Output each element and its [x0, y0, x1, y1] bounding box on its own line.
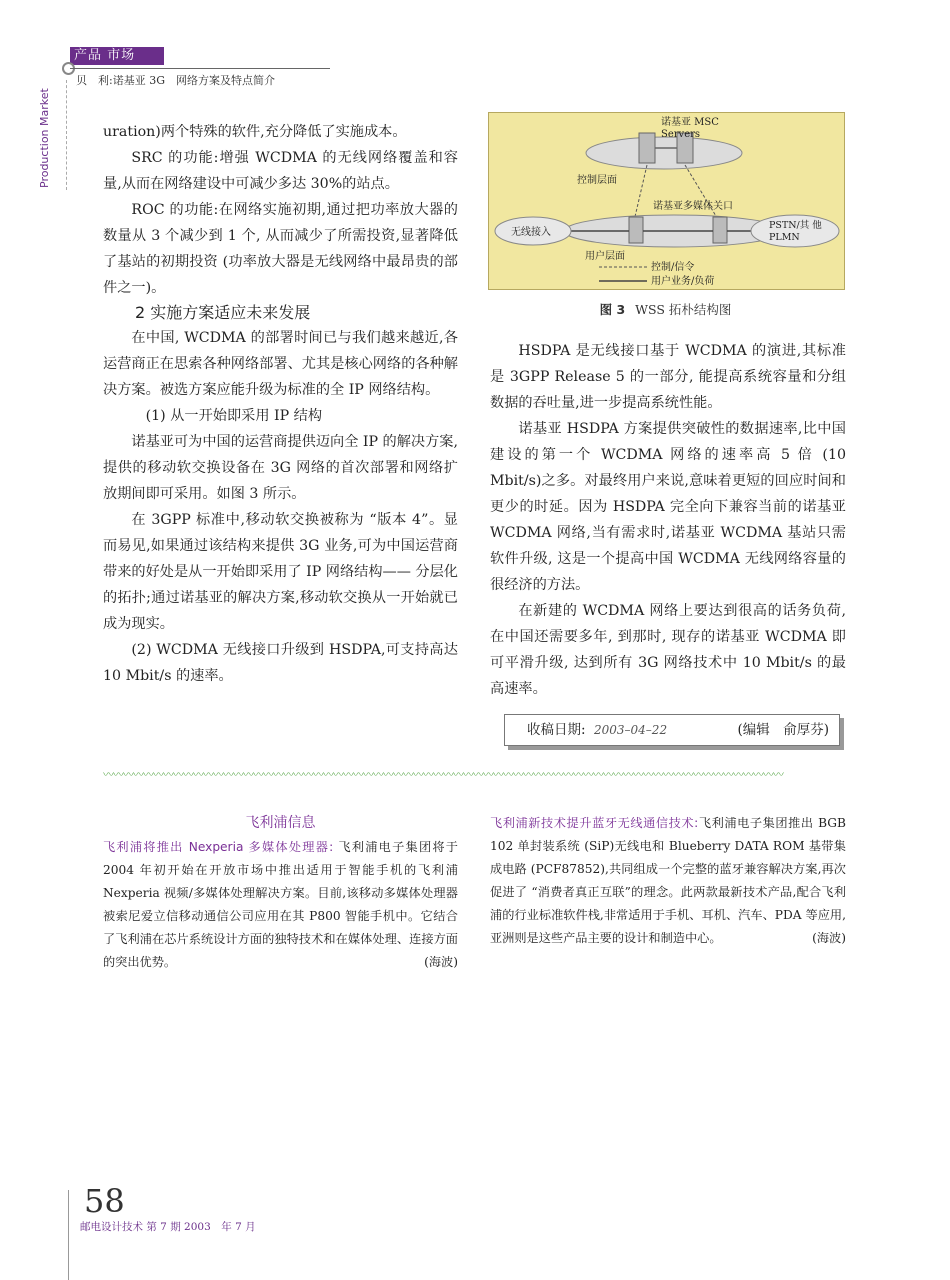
section-heading: 2 实施方案适应未来发展	[135, 303, 311, 322]
news-signature: (海波)	[424, 955, 458, 969]
paragraph: SRC 的功能:增强 WCDMA 的无线网络覆盖和容量,从而在网络建设中可减少多达 30%的站点。	[103, 150, 458, 192]
left-text-column	[103, 119, 458, 689]
msc-label-2: Servers	[661, 129, 701, 140]
news-item-right	[490, 812, 846, 950]
figure-caption	[488, 300, 843, 318]
pstn-label: PSTN/其 他	[769, 220, 822, 231]
control-layer-ellipse	[586, 137, 742, 169]
legend-user: 用户业务/负荷	[651, 276, 715, 287]
paragraph: HSDPA 是无线接口基于 WCDMA 的演进,其标准是 3GPP Release 5 的一部分, 能提高系统容量和分组数据的吞吐量,进一步提高系统性能。	[490, 343, 846, 411]
topology-diagram	[489, 113, 844, 289]
wireless-access-label: 无线接入	[511, 227, 551, 238]
paragraph: 在 3GPP 标准中,移动软交换被称为 “版本 4”。显而易见,如果通过该结构来提供 3G 业务,可为中国运营商带来的好处是从一开始即采用了 IP 网络结构—— 分层化的拓扑;通过诺基亚的解决方案,移动软交换从一开始就已成为现实。	[103, 512, 458, 632]
paragraph: ROC 的功能:在网络实施初期,通过把功率放大器的数量从 3 个减少到 1 个, 从而减少了所需投资,显著降低了基站的初期投资 (功率放大器是无线网络中最昂贵的部件之一)。	[103, 202, 458, 296]
page-number: 58	[84, 1182, 125, 1220]
wss-topology-figure	[488, 112, 845, 290]
received-date: 2003–04–22	[594, 723, 668, 737]
gateway-label: 诺基亚多媒体关口	[653, 201, 733, 212]
footer-rule	[68, 1190, 69, 1280]
news-title: 飞利浦信息	[245, 815, 316, 831]
paragraph: 在新建的 WCDMA 网络上要达到很高的话务负荷, 在中国还需要多年, 到那时, 现存的诺基亚 WCDMA 即可平滑升级, 达到所有 3G 网络技术中 10 Mbit/s 的最高速率。	[490, 603, 846, 697]
msc-label: 诺基亚 MSC	[661, 117, 719, 128]
paragraph: 诺基亚 HSDPA 方案提供突破性的数据速率,比中国建设的第一个 WCDMA 网络的速率高 5 倍 (10 Mbit/s)之多。对最终用户来说,意味着更短的回应时间和更少的时延。因为 HSDPA 完全向下兼容当前的诺基亚 WCDMA 网络,当有需求时,诺基亚 WCDMA 基站只需软件升级, 这是一个提高中国 WCDMA 无线网络容量的很经济的方法。	[490, 421, 846, 593]
side-dashed-rule	[66, 80, 67, 190]
received-date-box	[504, 714, 840, 746]
news-body: 飞利浦电子集团推出 BGB 102 单封装系统 (SiP)无线电和 Blueberry DATA ROM 基带集成电路 (PCF87852),共同组成一个完整的蓝牙兼容解决方案,再次促进了 “消费者真正互联”的理念。此两款最新技术产品,配合飞利浦的行业标准软件栈,非常适用于手机、耳机、汽车、PDA 等应用,亚洲则是这些产品主要的设计和制造中心。	[490, 816, 846, 945]
plmn-label: PLMN	[769, 232, 800, 243]
figure-number: 图 3	[599, 302, 626, 317]
header-rule	[70, 68, 330, 69]
news-body: 飞利浦电子集团将于 2004 年初开始在开放市场中推出适用于智能手机的飞利浦 Nexperia 视频/多媒体处理解决方案。目前,该移动多媒体处理器被索尼爱立信移动通信公司应用在其 P800 智能手机中。它结合了飞利浦在芯片系统设计方面的独特技术和在媒体处理、连接方面的突出优势。	[103, 840, 458, 969]
journal-info: 邮电设计技术 第 7 期 2003 年 7 月	[80, 1221, 256, 1233]
editor-credit: (编辑 俞厚芬)	[737, 722, 829, 738]
news-headline: 飞利浦新技术提升蓝牙无线通信技术:	[490, 816, 699, 830]
user-layer-label: 用户层面	[585, 251, 625, 262]
section-tab: 产品 市场	[70, 47, 164, 65]
paragraph: 在中国, WCDMA 的部署时间已与我们越来越近,各运营商正在思索各种网络部署、尤其是核心网络的各种解决方案。被选方案应能升级为标准的全 IP 网络结构。	[103, 330, 458, 398]
paragraph: 诺基亚可为中国的运营商提供迈向全 IP 的解决方案, 提供的移动软交换设备在 3G 网络的首次部署和网络扩放期间即可采用。如图 3 所示。	[103, 434, 459, 502]
news-headline: 飞利浦将推出 Nexperia 多媒体处理器:	[103, 840, 334, 854]
right-text-column	[490, 338, 846, 702]
figure-title: WSS 拓朴结构图	[635, 302, 732, 317]
media-gateway-icon	[629, 217, 643, 243]
control-layer-label: 控制层面	[577, 175, 617, 186]
article-running-title: 贝 利:诺基亚 3G 网络方案及特点简介	[76, 74, 275, 87]
side-section-label: Production Market	[38, 88, 51, 188]
paragraph: uration)两个特殊的软件,充分降低了实施成本。	[103, 124, 407, 140]
subheading: (1) 从一开始即采用 IP 结构	[145, 408, 323, 424]
media-gateway-icon	[713, 217, 727, 243]
news-signature: (海波)	[812, 931, 846, 945]
received-label: 收稿日期:	[527, 722, 586, 738]
news-item-left	[103, 836, 458, 974]
paragraph: (2) WCDMA 无线接口升级到 HSDPA,可支持高达 10 Mbit/s 的速率。	[103, 642, 458, 684]
legend-control: 控制/信令	[651, 262, 695, 273]
msc-server-icon	[639, 133, 655, 163]
decorative-divider: 〰〰〰〰〰〰〰〰〰〰〰〰〰〰〰〰〰〰〰〰〰〰〰〰〰〰〰〰〰〰〰〰〰〰〰〰〰〰〰〰〰〰〰〰〰〰〰〰〰〰〰〰〰〰〰〰〰〰〰〰〰〰〰〰〰〰〰〰	[103, 768, 783, 781]
